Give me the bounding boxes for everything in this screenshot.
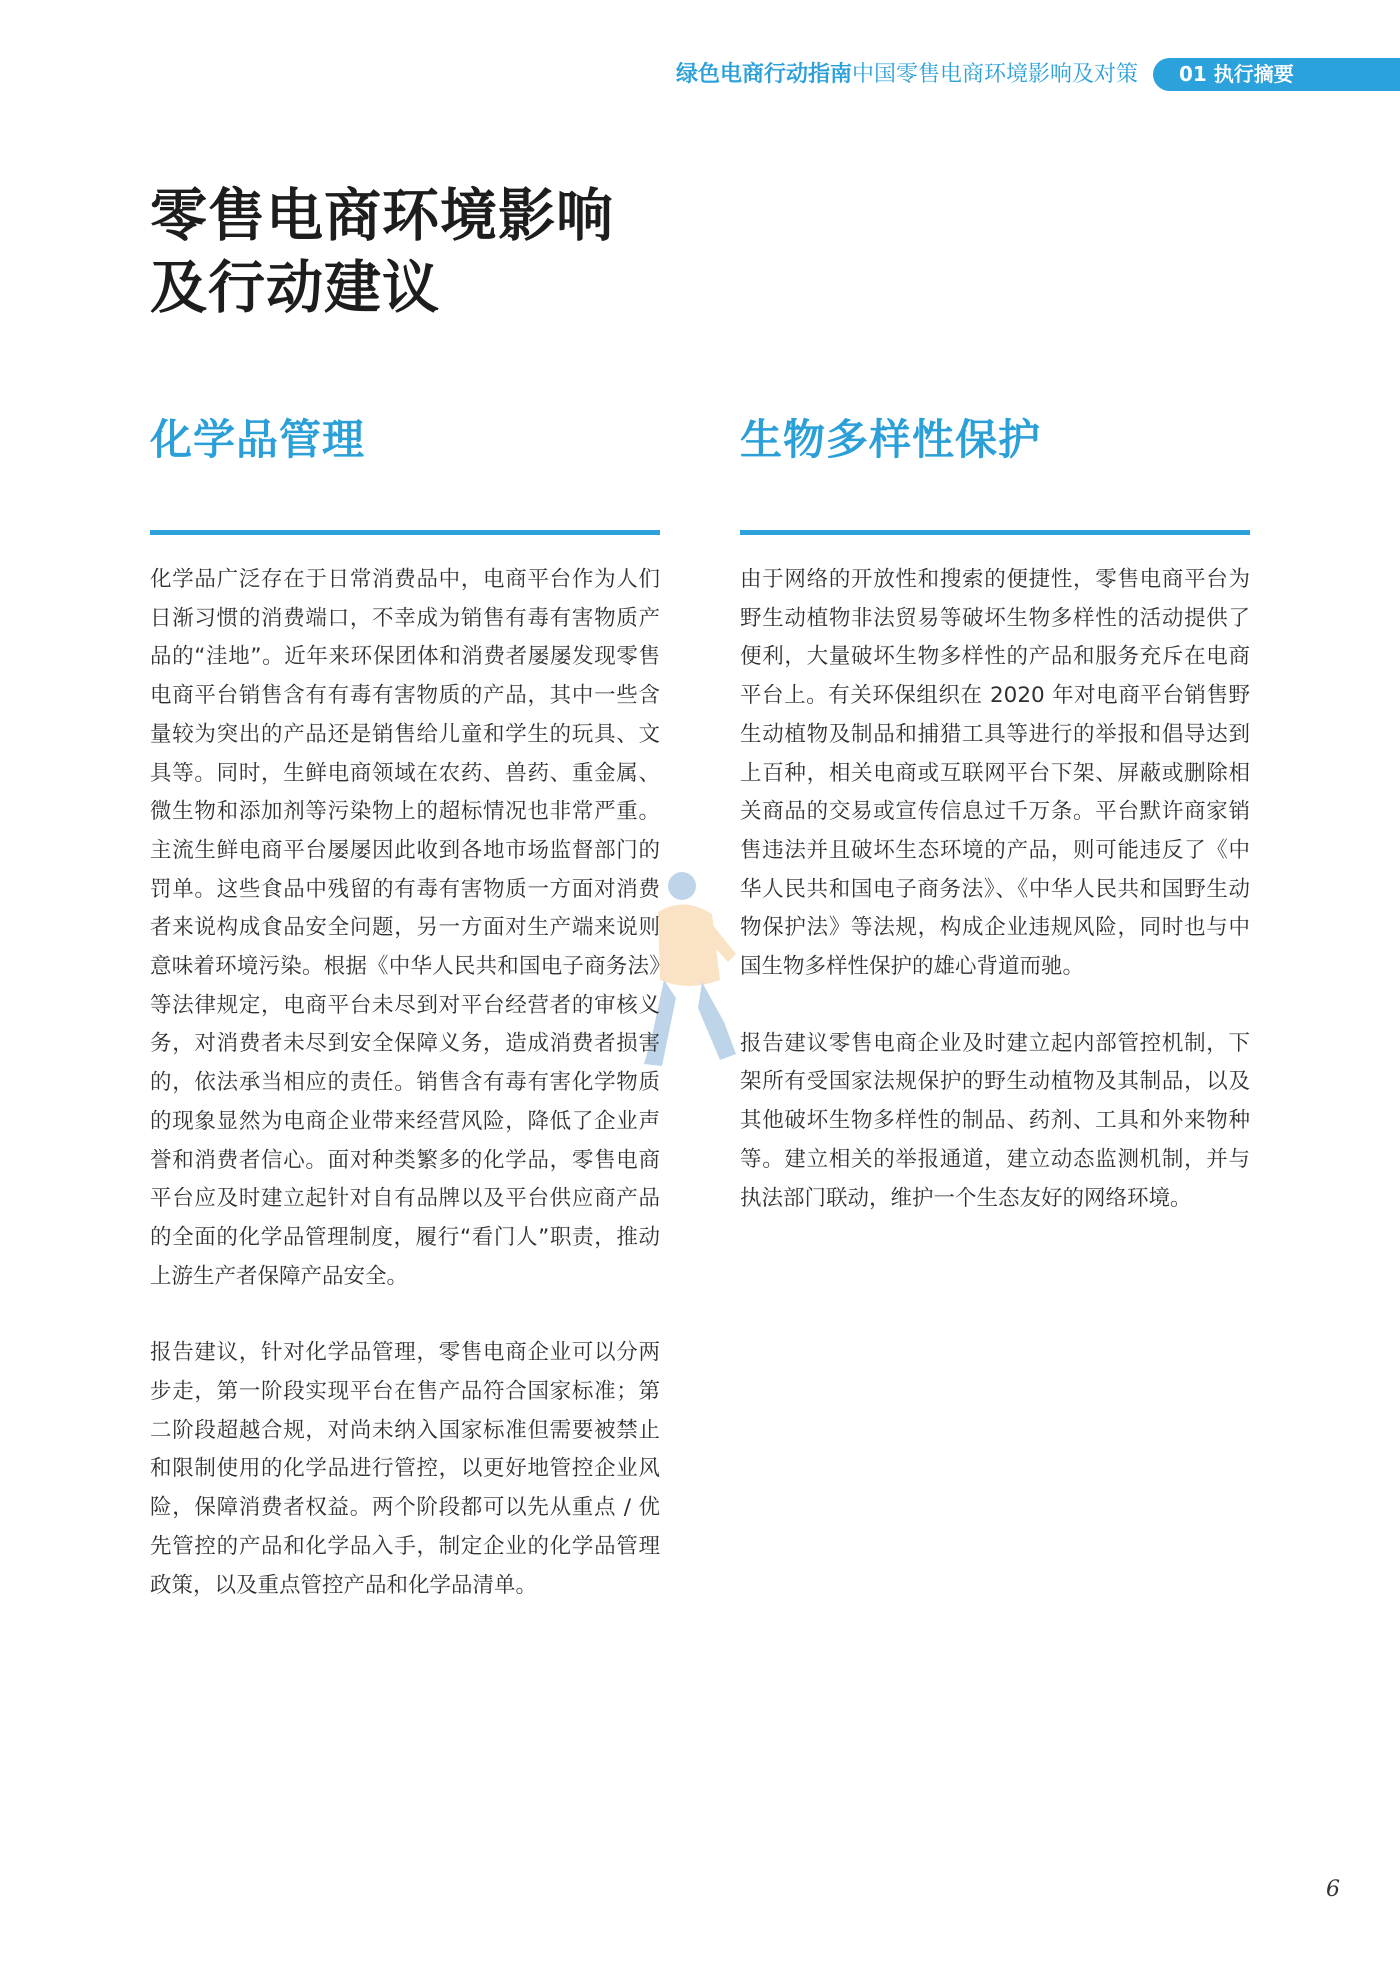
page-number: 6 <box>1326 1877 1340 1902</box>
biodiversity-section <box>740 405 1250 1218</box>
page-title-line-2: 及行动建议 <box>150 255 440 321</box>
page-title-line-1: 零售电商环境影响 <box>150 183 614 249</box>
header-brand: 绿色电商行动指南 <box>675 62 852 87</box>
chemicals-paragraph-2: 报告建议，针对化学品管理，零售电商企业可以分两步走，第一阶段实现平台在售产品符合国家标准；第二阶段超越合规，对尚未纳入国家标准但需要被禁止和限制使用的化学品进行管控，以更好地管控企业风险，保障消费者权益。两个阶段都可以先从重点 / 优先管控的产品和化学品入手，制定企业的化学品管理政策，以及重点管控产品和化学品清单。 <box>150 1340 660 1598</box>
section-heading-biodiversity: 生物多样性保护 <box>740 415 1042 464</box>
header-title <box>676 61 1138 89</box>
section-divider <box>740 530 1250 535</box>
biodiversity-paragraph-1: 由于网络的开放性和搜索的便捷性，零售电商平台为野生动植物非法贸易等破坏生物多样性的活动提供了便利，大量破坏生物多样性的产品和服务充斥在电商平台上。有关环保组织在 2020 年对电商平台销售野生动植物及制品和捕猎工具等进行的举报和倡导达到上百种，相关电商或互联网平台下架、屏蔽或删除相关商品的交易或宣传信息过千万条。平台默许商家销售违法并且破坏生态环境的产品，则可能违反了《中华人民共和国电子商务法》、《中华人民共和国野生动物保护法》等法规，构成企业违规风险，同时也与中国生物多样性保护的雄心背道而驰。 <box>740 567 1250 980</box>
section-tab: 01 执行摘要 <box>1153 58 1400 91</box>
chemical-management-section <box>150 405 660 1605</box>
biodiversity-paragraph-2: 报告建议零售电商企业及时建立起内部管控机制，下架所有受国家法规保护的野生动植物及其制品，以及其他破坏生物多样性的制品、药剂、工具和外来物种等。建立相关的举报通道，建立动态监测机制，并与执法部门联动，维护一个生态友好的网络环境。 <box>740 1030 1250 1211</box>
section-heading-chemicals: 化学品管理 <box>150 415 366 464</box>
header-subtitle: 中国零售电商环境影响及对策 <box>851 62 1138 87</box>
section-divider <box>150 530 660 535</box>
chemicals-paragraph-1: 化学品广泛存在于日常消费品中，电商平台作为人们日渐习惯的消费端口，不幸成为销售有毒有害物质产品的“洼地”。近年来环保团体和消费者屡屡发现零售电商平台销售含有有毒有害物质的产品，其中一些含量较为突出的产品还是销售给儿童和学生的玩具、文具等。同时，生鲜电商领域在农药、兽药、重金属、微生物和添加剂等污染物上的超标情况也非常严重。主流生鲜电商平台屡屡因此收到各地市场监督部门的罚单。这些食品中残留的有毒有害物质一方面对消费者来说构成食品安全问题，另一方面对生产端来说则意味着环境污染。根据《中华人民共和国电子商务法》等法律规定，电商平台未尽到对平台经营者的审核义务，对消费者未尽到安全保障义务，造成消费者损害的，依法承当相应的责任。销售含有毒有害化学物质的现象显然为电商企业带来经营风险，降低了企业声誉和消费者信心。面对种类繁多的化学品，零售电商平台应及时建立起针对自有品牌以及平台供应商产品的全面的化学品管理制度，履行“看门人”职责，推动上游生产者保障产品安全。 <box>150 567 660 1289</box>
page-title <box>150 180 614 324</box>
